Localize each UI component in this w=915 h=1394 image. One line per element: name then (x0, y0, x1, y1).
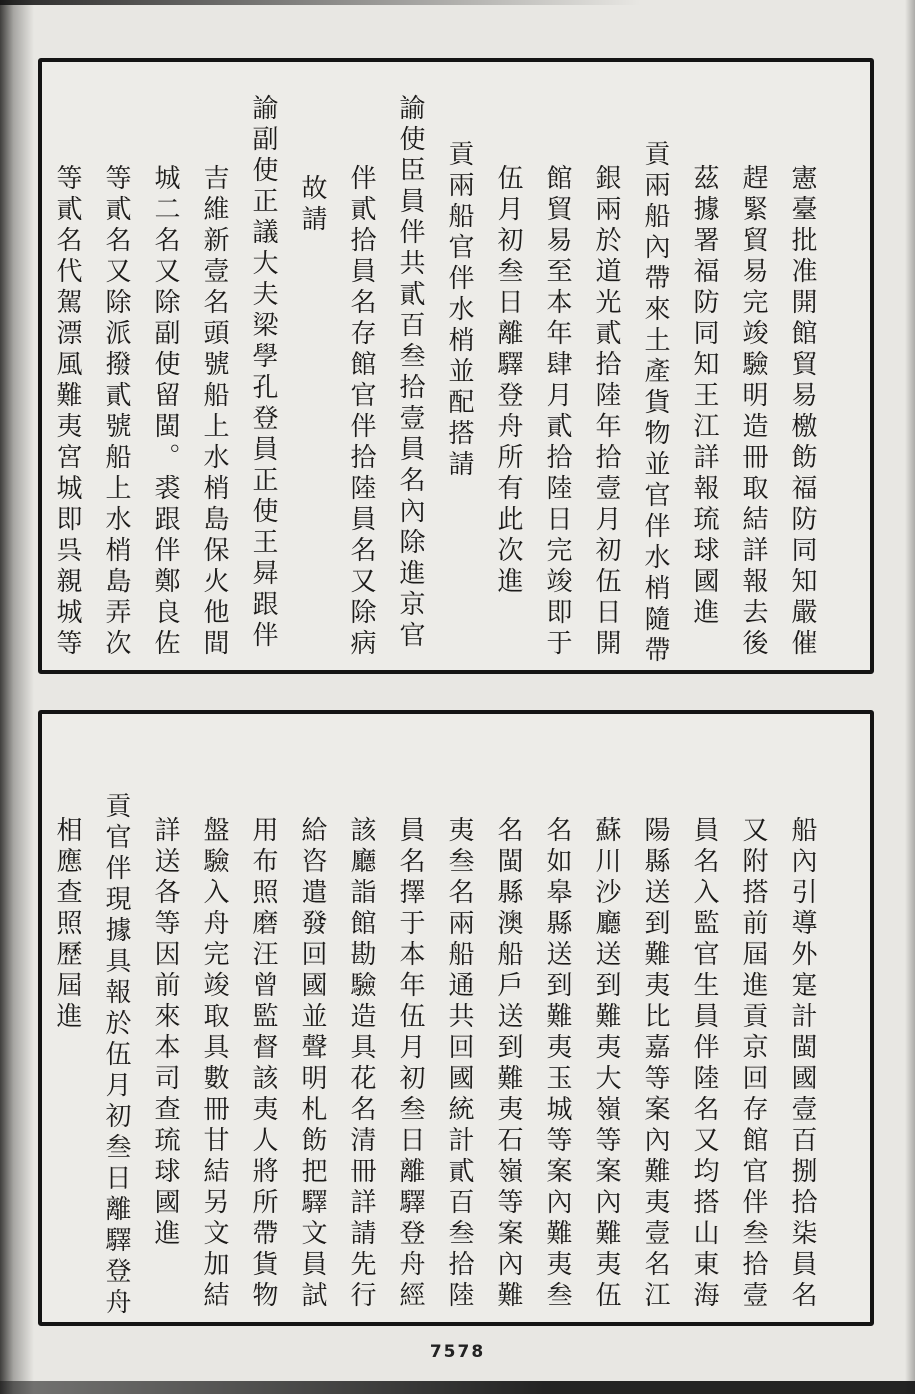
text-column: 館貿易至本年肆月貳拾陸日完竣即于 (542, 164, 572, 660)
text-column: 城二名又除副使留閩。裘跟伴鄭良佐 (150, 164, 180, 660)
text-column: 盤驗入舟完竣取具數冊甘結另文加結 (199, 816, 229, 1312)
text-column: 伴貳拾員名存館官伴拾陸員名又除病 (346, 164, 376, 660)
text-column: 故請 (297, 174, 327, 236)
scan-shadow-right (905, 0, 915, 1394)
vertical-text-block-top (42, 62, 846, 670)
text-column: 用布照磨汪曾監督該夷人將所帶貨物 (248, 816, 278, 1312)
text-column: 等貳名又除派撥貳號船上水梢島弄次 (101, 164, 131, 660)
text-panel-bottom (38, 710, 874, 1326)
text-column: 趕緊貿易完竣驗明造冊取結詳報去後 (738, 164, 768, 660)
text-column: 該廳詣館勘驗造具花名清冊詳請先行 (346, 816, 376, 1312)
text-column: 名如皋縣送到難夷玉城等案內難夷叁 (542, 816, 572, 1312)
text-column: 貢兩船官伴水梢並配搭請 (444, 140, 474, 481)
text-column: 諭使臣員伴共貳百叁拾壹員名內除進京官 (395, 94, 425, 652)
text-column: 船內引導外寔計閩國壹百捌拾柒員名 (787, 816, 817, 1312)
text-column: 等貳名代駕漂風難夷宮城即呉親城等 (52, 164, 82, 660)
text-column: 名閩縣澳船戶送到難夷石嶺等案內難 (493, 816, 523, 1312)
vertical-text-block-bottom (42, 714, 846, 1322)
text-column: 貢官伴現據具報於伍月初叁日離驛登舟 (101, 792, 131, 1319)
text-column: 又附搭前屆進貢京回存館官伴叁拾壹 (738, 816, 768, 1312)
text-column: 員名入監官生員伴陸名又均搭山東海 (689, 816, 719, 1312)
text-column: 相應查照歷屆進 (52, 816, 82, 1033)
scan-shadow-bottom (0, 1381, 915, 1394)
text-column: 夷叁名兩船通共回國統計貳百叁拾陸 (444, 816, 474, 1312)
scan-shadow-left (0, 0, 34, 1394)
text-column: 給咨遣發回國並聲明札飭把驛文員試 (297, 816, 327, 1312)
text-column: 貢兩船內帶來土產貨物並官伴水梢隨帶 (640, 140, 670, 667)
text-column: 蘇川沙廳送到難夷大嶺等案內難夷伍 (591, 816, 621, 1312)
text-column: 銀兩於道光貳拾陸年拾壹月初伍日開 (591, 164, 621, 660)
text-column: 員名擇于本年伍月初叁日離驛登舟經 (395, 816, 425, 1312)
text-column: 茲據署福防同知王江詳報琉球國進 (689, 164, 719, 629)
text-panel-top (38, 58, 874, 674)
text-column: 伍月初叁日離驛登舟所有此次進 (493, 164, 523, 598)
text-column: 詳送各等因前來本司查琉球國進 (150, 816, 180, 1250)
text-column: 諭副使正議大夫梁學孔登員正使王曻跟伴 (248, 94, 278, 652)
text-column: 吉維新壹名頭號船上水梢島保火他間 (199, 164, 229, 660)
scan-shadow-top (0, 0, 641, 5)
text-column: 陽縣送到難夷比嘉等案內難夷壹名江 (640, 816, 670, 1312)
page-number-label: 7578 (429, 1342, 486, 1362)
text-column: 憲臺批准開館貿易檄飭福防同知嚴催 (787, 164, 817, 660)
